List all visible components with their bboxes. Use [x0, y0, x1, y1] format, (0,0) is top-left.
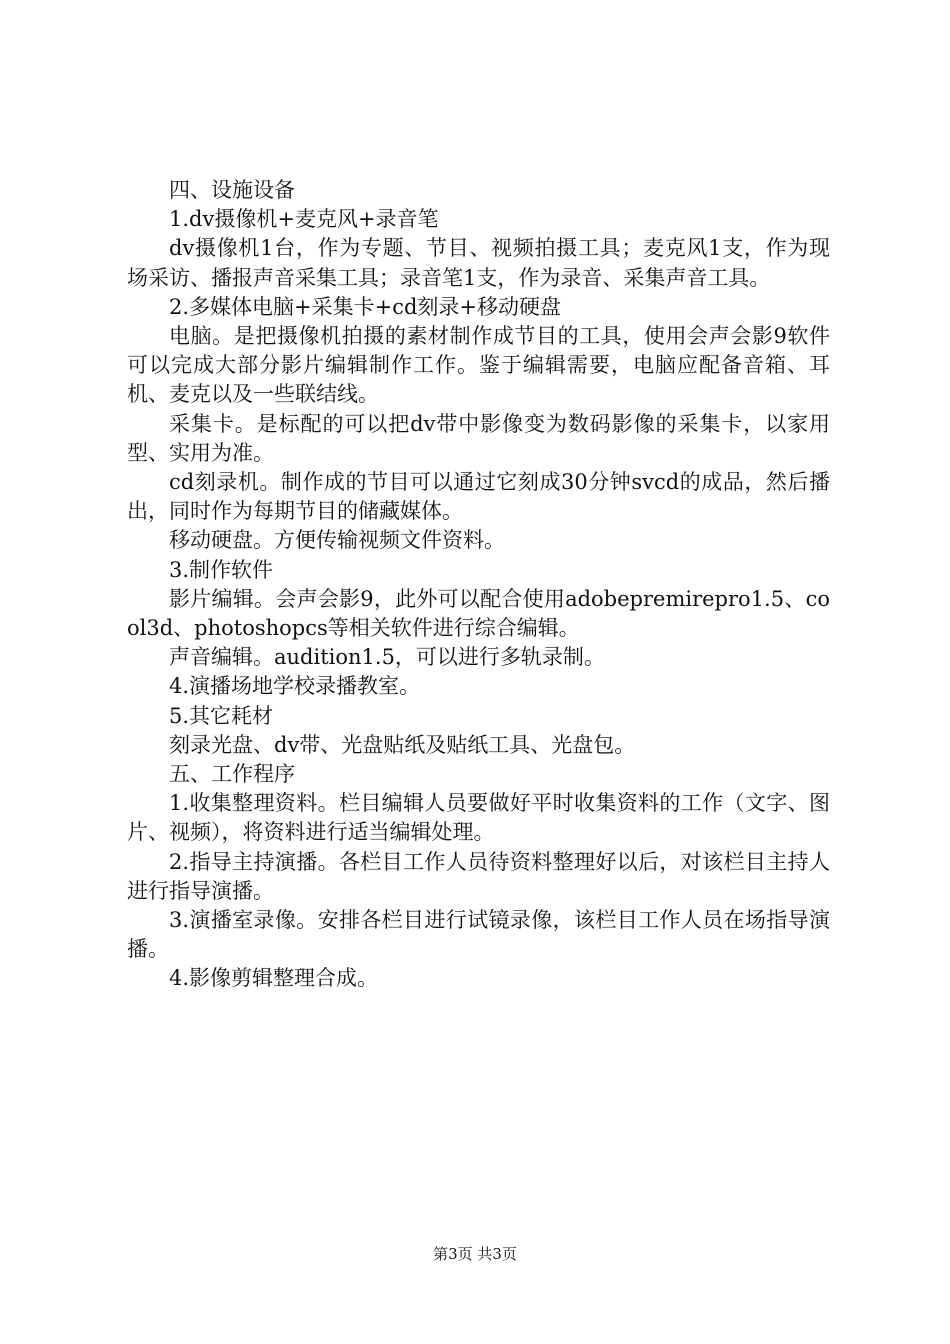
paragraph-guide-hosting: 2.指导主持演播。各栏目工作人员待资料整理好以后，对该栏目主持人进行指导演播。: [127, 849, 830, 903]
paragraph-studio-recording: 3.演播室录像。安排各栏目进行试镜录像，该栏目工作人员在场指导演播。: [127, 908, 830, 962]
paragraph-video-editing: 影片编辑。会声会影9，此外可以配合使用adobepremirepro1.5、cool3d、photoshopcs等相关软件进行综合编辑。: [127, 586, 830, 641]
paragraph-computer: 电脑。是把摄像机拍摄的素材制作成节目的工具，使用会声会影9软件可以完成大部分影片编辑制作工作。鉴于编辑需要，电脑应配备音箱、耳机、麦克以及一些联结线。: [127, 324, 830, 407]
paragraph-collect-material: 1.收集整理资料。栏目编辑人员要做好平时收集资料的工作（文字、图片、视频），将资料进行适当编辑处理。: [127, 791, 830, 845]
paragraph-consumables: 刻录光盘、dv带、光盘贴纸及贴纸工具、光盘包。: [169, 732, 636, 757]
section-heading-procedure: 五、工作程序: [169, 762, 295, 787]
document-body: [127, 176, 830, 994]
page-number-footer: 第3页 共3页: [433, 1245, 517, 1263]
subheading-studio: 4.演播场地学校录播教室。: [169, 674, 421, 699]
paragraph-cd-burner: cd刻录机。制作成的节目可以通过它刻成30分钟svcd的成品，然后播出，同时作为每期节目的储藏媒体。: [127, 470, 830, 524]
subheading-consumables: 5.其它耗材: [169, 703, 274, 728]
paragraph-hard-drive: 移动硬盘。方便传输视频文件资料。: [169, 528, 505, 553]
subheading-dv-camera: 1.dv摄像机+麦克风+录音笔: [169, 207, 439, 232]
subheading-software: 3.制作软件: [169, 557, 274, 582]
paragraph-video-editing-final: 4.影像剪辑整理合成。: [169, 966, 379, 991]
subheading-multimedia-pc: 2.多媒体电脑+采集卡+cd刻录+移动硬盘: [169, 294, 562, 319]
paragraph-audio-editing: 声音编辑。audition1.5，可以进行多轨录制。: [169, 645, 605, 670]
section-heading-facilities: 四、设施设备: [169, 178, 295, 202]
paragraph-capture-card: 采集卡。是标配的可以把dv带中影像变为数码影像的采集卡，以家用型、实用为准。: [127, 411, 830, 465]
paragraph-dv-camera: dv摄像机1台，作为专题、节目、视频拍摄工具；麦克风1支，作为现场采访、播报声音采集工具；录音笔1支，作为录音、采集声音工具。: [127, 236, 830, 290]
